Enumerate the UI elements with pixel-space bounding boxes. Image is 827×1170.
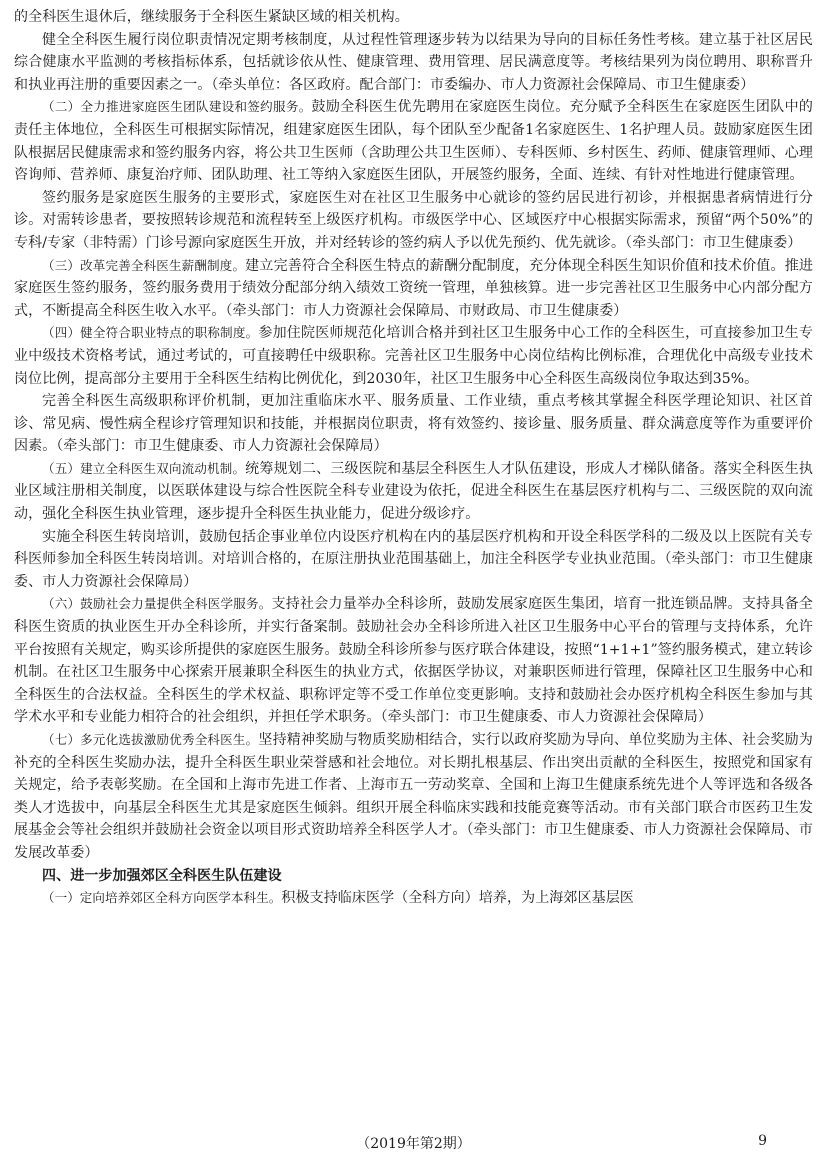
body-paragraph (14, 255, 813, 323)
body-paragraph (14, 458, 813, 526)
paragraph-text: 健全全科医生履行岗位职责情况定期考核制度，从过程性管理逐步转为以结果为导向的目标任务性考核。建立基于社区居民综合健康水平监测的考核指标体系，包括就诊依从性、健康管理、费用管理、居民满意度等。考核结果列为岗位聘用、职称晋升和执业再注册的重要因素之一。（牵头单位：各区政府。配合部门：市委编办、市人力资源社会保障局、市卫生健康委） (14, 31, 813, 93)
body-paragraph (14, 96, 813, 186)
subsection-lead: （三）改革完善全科医生薪酬制度。 (42, 257, 246, 273)
paragraph-text: 坚持精神奖励与物质奖励相结合，实行以政府奖励为导向、单位奖励为主体、社会奖励为补充的全科医生奖励办法，提升全科医生职业荣誉感和社会地位。对长期扎根基层、作出突出贡献的全科医生，按照党和国家有关规定，给予表彰奖励。在全国和上海市先进工作者、上海市五一劳动奖章、全国和上海卫生健康系统先进个人等评选和各级各类人才选拔中，向基层全科医生尤其是家庭医生倾斜。组织开展全科临床实践和技能竞赛等活动。市有关部门联合市医药卫生发展基金会等社会组织并鼓励社会资金以项目形式资助培养全科医学人才。（牵头部门：市卫生健康委、市人力资源社会保障局、市发展改革委） (14, 732, 814, 861)
subsection-lead: （六）鼓励社会力量提供全科医学服务。 (42, 596, 272, 612)
subsection-lead: （五）建立全科医生双向流动机制。 (42, 460, 246, 476)
paragraph-text: 积极支持临床医学（全科方向）培养，为上海郊区基层医 (281, 890, 634, 907)
paragraph-text: 鼓励全科医生优先聘用在家庭医生岗位。充分赋予全科医生在家庭医生团队中的责任主体地位，全科医生可根据实际情况，组建家庭医生团队，每个团队至少配备1名家庭医生、1名护理人员。鼓励家庭医生团队根据居民健康需求和签约服务内容，将公共卫生医师（含助理公共卫生医师）、专科医师、乡村医生、药师、健康管理师、心理咨询师、营养师、康复治疗师、团队助理、社工等纳入家庭医生团队，开展签约服务，全面、连续、有针对性地进行健康管理。 (14, 99, 813, 184)
paragraph-text: 建立完善符合全科医生特点的薪酬分配制度，充分体现全科医生知识价值和技术价值。推进家庭医生签约服务，签约服务费用于绩效分配部分纳入绩效工资统一管理，单独核算。进一步完善社区卫生服务中心内部分配方式，不断提高全科医生收入水平。（牵头部门：市人力资源社会保障局、市财政局、市卫生健康委） (14, 257, 813, 319)
paragraph-text: 统筹规划二、三级医院和基层全科医生人才队伍建设，形成人才梯队储备。落实全科医生执业区域注册相关制度，以医联体建设与综合性医院全科专业建设为依托，促进全科医生在基层医疗机构与二、三级医院的双向流动，强化全科医生执业管理，逐步提升全科医生执业能力，促进分级诊疗。 (14, 460, 813, 523)
paragraph-text: 的全科医生退休后，继续服务于全科医生紧缺区域的相关机构。 (14, 9, 409, 25)
body-paragraph (14, 887, 813, 910)
body-paragraph (14, 6, 813, 29)
issue-label: （2019年第2期） (356, 1136, 471, 1152)
paragraph-text: 参加住院医师规范化培训合格并到社区卫生服务中心工作的全科医生，可直接参加卫生专业中级技术资格考试，通过考试的，可直接聘任中级职称。完善社区卫生服务中心岗位结构比例标准，合理优化中高级专业技术岗位比例，提高部分主要用于全科医生结构比例优化，到2030年，社区卫生服务中心全科医生高级岗位争取达到35%。 (14, 325, 814, 387)
paragraph-text: 完善全科医生高级职称评价机制，更加注重临床水平、服务质量、工作业绩，重点考核其掌握全科医学理论知识、社区首诊、常见病、慢性病全程诊疗管理知识和技能，并根据岗位职责，将有效签约、接诊量、服务质量、群众满意度等作为重要评价因素。（牵头部门：市卫生健康委、市人力资源社会保障局） (14, 393, 813, 455)
subsection-lead: （一）定向培养郊区全科方向医学本科生。 (42, 890, 282, 906)
paragraph-text: 签约服务是家庭医生服务的主要形式，家庭医生对在社区卫生服务中心就诊的签约居民进行初诊，并根据患者病情进行分诊。对需转诊患者，要按照转诊规范和流程转至上级医疗机构。市级医学中心、区域医疗中心根据实际需求，预留“两个50%”的专科/专家（非特需）门诊号源向家庭医生开放，并对经转诊的签约病人予以优先预约、优先就诊。（牵头部门：市卫生健康委） (14, 189, 813, 251)
subsection-lead: （七）多元化选拔激励优秀全科医生。 (42, 732, 259, 747)
document-body (14, 6, 813, 910)
body-paragraph (14, 187, 813, 255)
body-paragraph (14, 526, 813, 594)
paragraph-text: 支持社会力量举办全科诊所，鼓励发展家庭医生集团，培育一批连锁品牌。支持具备全科医生资质的执业医生开办全科诊所，并实行备案制。鼓励社会办全科诊所进入社区卫生服务中心平台的管理与支持体系，允许平台按照有关规定，购买诊所提供的家庭医生服务。鼓励全科诊所参与医疗联合体建设，按照“1+1+1”签约服务模式，建立转诊机制。在社区卫生服务中心探索开展兼职全科医生的执业方式，依据医学协议，对兼职医师进行管理，保障社区卫生服务中心和全科医生的合法权益。全科医生的学术权益、职称评定等不受工作单位变更影响。支持和鼓励社会办医疗机构全科医生参加与其学术水平和专业能力相符合的社会组织，并担任学术职务。（牵头部门：市卫生健康委、市人力资源社会保障局） (14, 596, 813, 726)
subsection-lead: （二）全力推进家庭医生团队建设和签约服务。 (42, 99, 312, 115)
body-paragraph (14, 390, 813, 458)
section-heading (14, 865, 813, 888)
paragraph-text: 实施全科医生转岗培训，鼓励包括企事业单位内设医疗机构在内的基层医疗机构和开设全科医学科的二级及以上医院有关专科医师参加全科医生转岗培训。对培训合格的，在原注册执业范围基础上，加注全科医学专业执业范围。（牵头部门：市卫生健康委、市人力资源社会保障局） (14, 528, 813, 590)
page-number: 9 (758, 1133, 767, 1149)
subsection-lead: （四）健全符合职业特点的职称制度。 (42, 325, 259, 341)
body-paragraph (14, 729, 813, 865)
body-paragraph (14, 322, 813, 390)
body-paragraph (14, 29, 813, 97)
paragraph-text: 四、进一步加强郊区全科医生队伍建设 (42, 867, 282, 884)
body-paragraph (14, 593, 813, 729)
page-footer (0, 1133, 827, 1157)
